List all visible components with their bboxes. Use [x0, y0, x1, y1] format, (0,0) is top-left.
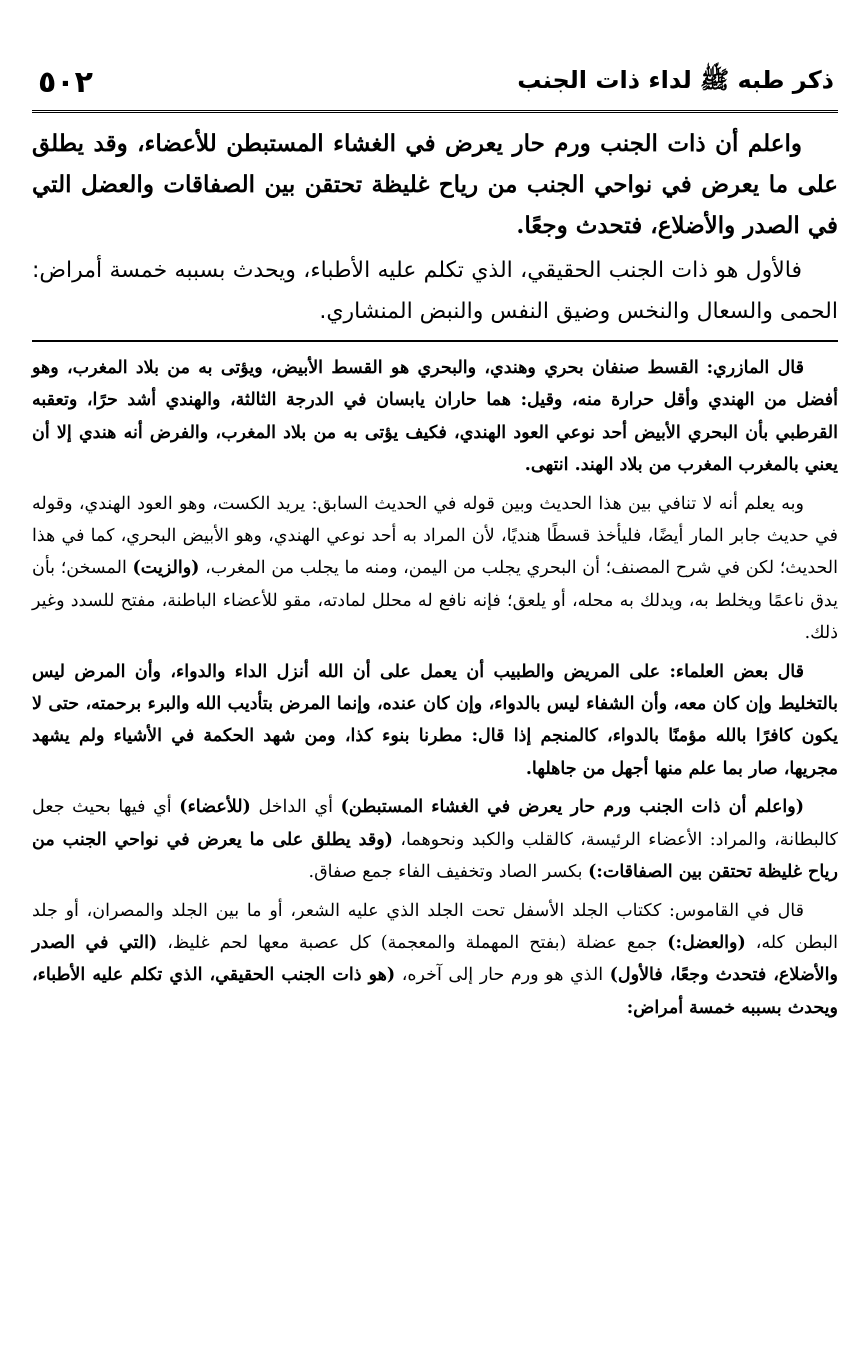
separator-rule	[32, 340, 838, 342]
running-title: ذكر طبه ﷺ لداء ذات الجنب	[517, 65, 834, 94]
commentary-text-span: قال بعض العلماء: على المريض والطبيب أن يعمل على أن الله أنزل الداء والدواء، وأن المرض ليس بالتخليط وإن كان معه، وأن الشفاء ليس بالدواء، وإن كان عنده، وإنما المرض بتأديب الله والبرء برحمته، حتى لا يكون كافرًا بالله مؤمنًا بالدواء، كالمنجم إذا قال: مطرنا بنوء كذا، ومن شهد الحكمة في الأشياء ولم يشهد مجريها، صار بما علم منها أجهل من جاهلها.	[32, 661, 838, 779]
commentary-text-span: جمع عضلة (بفتح المهملة والمعجمة) كل عصبة معها لحم غليظ،	[167, 932, 658, 953]
book-page	[32, 54, 838, 1344]
main-paragraph-text: فالأول هو ذات الجنب الحقيقي، الذي تكلم عليه الأطباء، ويحدث بسببه خمسة أمراض: الحمى والسعال والنخس وضيق النفس والنبض المنشاري.	[32, 258, 838, 324]
commentary-text-span: المسخن؛ بأن يدق ناعمًا ويخلط به، ويدلك به محله، أو يلعق؛ فإنه نافع له محلل لمادته، مقو للأعضاء الباطنة، مفتح للسدد وغير ذلك.	[32, 558, 838, 644]
page-number: ٥٠٢	[38, 64, 93, 100]
quoted-matn: (واعلم أن ذات الجنب ورم حار يعرض في الغشاء المستبطن)	[340, 797, 804, 818]
commentary-text	[32, 352, 838, 1024]
quote-text: القسط صنفان بحري وهندي، والبحري هو القسط الأبيض، ويؤتى به من بلاد المغرب، وهو أفضل من الهندي وأقل حرارة منه، وقيل: هما حاران يابسان في الدرجة الثالثة، والهندي أشد حرًا، وتعقبه القرطبي بأن البحري الأبيض أحد نوعي العود الهندي، فكيف يؤتى به من بلاد المغرب، والفرض أنه هندي إلا أن يعني بالمغرب المغرب من بلاد الهند. انتهى.	[32, 358, 838, 476]
commentary-paragraph	[32, 656, 838, 786]
quoted-matn: (هو ذات الجنب الحقيقي، الذي تكلم عليه الأطباء، ويحدث بسببه خمسة أمراض:	[32, 965, 838, 1018]
commentary-text-span: وبه يعلم أنه لا تنافي بين هذا الحديث وبين قوله في الحديث السابق: يريد الكست، وهو العود الهندي، وقوله في حديث جابر المار أيضًا، فليأخذ قسطًا هنديًا، لأن المراد به أحد نوعي الهندي، وهو الأبيض البحري، كما في هذا الحديث؛ لكن في شرح المصنف؛ أن البحري يجلب من اليمن، ومنه ما يجلب من المغرب،	[32, 493, 838, 579]
commentary-text-span: أي فيها بحيث جعل كالبطانة، والمراد: الأعضاء الرئيسة، كالقلب والكبد ونحوهما،	[32, 797, 838, 850]
quoted-matn: (التي في الصدر والأضلاع، فتحدث وجعًا، فالأول)	[32, 932, 838, 986]
quoted-term: (والعضل:)	[667, 932, 746, 953]
commentary-text-span: بكسر الصاد وتخفيف الفاء جمع صفاق.	[308, 862, 583, 883]
commentary-paragraph	[32, 791, 838, 888]
speaker-label: قال المازري:	[706, 358, 804, 378]
quoted-term: (والزيت)	[132, 558, 200, 579]
commentary-text-span: الذي هو ورم حار إلى آخره،	[401, 965, 604, 986]
main-paragraph	[32, 250, 838, 332]
main-paragraph: واعلم أن ذات الجنب ورم حار يعرض في الغشاء المستبطن للأعضاء، وقد يطلق على ما يعرض في نواحي الجنب من رياح غليظة تحتقن بين الصفاقات والعضل التي في الصدر والأضلاع، فتحدث وجعًا.	[32, 130, 838, 239]
commentary-text-span: قال في القاموس: ككتاب الجلد الأسفل تحت الجلد الذي عليه الشعر، أو ما بين الجلد والمصران، أو جلد البطن كله،	[32, 900, 838, 953]
commentary-paragraph	[32, 352, 838, 482]
commentary-paragraph	[32, 895, 838, 1025]
commentary-paragraph	[32, 488, 838, 650]
page-header	[32, 54, 838, 113]
quoted-term: (للأعضاء)	[179, 797, 251, 818]
quoted-matn: (وقد يطلق على ما يعرض في نواحي الجنب من رياح غليظة تحتقن بين الصفاقات:)	[32, 829, 838, 883]
commentary-text-span: أي الداخل	[258, 797, 333, 818]
main-text	[32, 123, 838, 332]
